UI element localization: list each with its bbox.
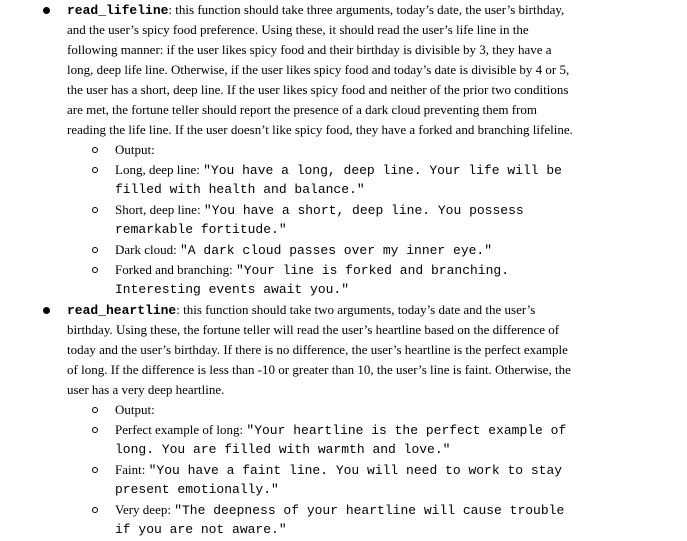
output-item-dark-cloud — [115, 240, 492, 260]
circle-bullet-icon — [92, 507, 98, 513]
bullet-icon — [43, 307, 50, 314]
output-string-continued: Interesting events await you." — [115, 282, 350, 297]
output-string: "Your line is forked and branching. — [235, 263, 509, 278]
output-label-text: Very deep: — [115, 502, 171, 517]
output-string-continued: present emotionally." — [115, 482, 279, 497]
circle-bullet-icon — [92, 167, 98, 173]
description-line: this function should take three arguments, today’s date, the user’s birthday, — [175, 2, 565, 17]
item-first-line: read_lifeline: this function should take three arguments, today’s date, the user’s birthday, — [67, 2, 565, 18]
output-string-continued: long. You are filled with warmth and love." — [115, 442, 451, 457]
output-string-continued: if you are not aware." — [115, 522, 287, 537]
description-line: user has a very deep heartline. — [67, 382, 225, 397]
output-label-text: Dark cloud: — [115, 242, 177, 257]
output-item-short-deep — [115, 200, 524, 220]
circle-bullet-icon — [92, 467, 98, 473]
output-string-continued: remarkable fortitude." — [115, 222, 287, 237]
output-label-text: Long, deep line: — [115, 162, 200, 177]
item-first-line: read_heartline: this function should take two arguments, today’s date and the user’s — [67, 302, 536, 318]
description-line: reading the life line. If the user doesn’t like spicy food, they have a forked and branching lifeline. — [67, 122, 573, 137]
circle-bullet-icon — [92, 267, 98, 273]
circle-bullet-icon — [92, 247, 98, 253]
circle-bullet-icon — [92, 207, 98, 213]
description-line: following manner: if the user likes spicy food and their birthday is divisible by 3, they have a — [67, 42, 552, 57]
description-line: the user has a short, deep line. If the user likes spicy food and neither of the prior two conditions — [67, 82, 569, 97]
output-string-continued: filled with health and balance." — [115, 182, 365, 197]
output-string: "The deepness of your heartline will cause trouble — [174, 503, 565, 518]
description-line: birthday. Using these, the fortune teller will read the user’s heartline based on the difference of — [67, 322, 560, 337]
description-line: today and the user’s birthday. If there is no difference, the user’s heartline is the perfect example — [67, 342, 568, 357]
output-item-perfect-long — [115, 420, 566, 440]
output-string: "You have a faint line. You will need to work to stay — [148, 463, 563, 478]
output-item-long-deep — [115, 160, 562, 180]
function-name: read_heartline — [67, 303, 177, 318]
circle-bullet-icon — [92, 427, 98, 433]
output-item-very-deep — [115, 500, 564, 520]
description-line: long, deep life line. Otherwise, if the user likes spicy food and today’s date is divisible by 4 or 5, — [67, 62, 570, 77]
description-line: and the user’s spicy food preference. Using these, it should read the user’s life line in the — [67, 22, 529, 37]
description-line: of long. If the difference is less than -10 or greater than 10, the user’s line is faint. Otherwise, the — [67, 362, 571, 377]
output-item-faint — [115, 460, 562, 480]
bullet-icon — [43, 7, 50, 14]
output-string: "You have a long, deep line. Your life will be — [203, 163, 562, 178]
circle-bullet-icon — [92, 407, 98, 413]
output-label-text: Forked and branching: — [115, 262, 233, 277]
output-label-text: Short, deep line: — [115, 202, 201, 217]
output-label-text: Perfect example of long: — [115, 422, 244, 437]
output-label-text: Faint: — [115, 462, 146, 477]
output-string: "You have a short, deep line. You possess — [203, 203, 524, 218]
output-item-forked — [115, 260, 509, 280]
output-string: "Your heartline is the perfect example of — [246, 423, 567, 438]
circle-bullet-icon — [92, 147, 98, 153]
description-line: are met, the fortune teller should report the presence of a dark cloud preventing them from — [67, 102, 537, 117]
function-name: read_lifeline — [67, 3, 169, 18]
output-string: "A dark cloud passes over my inner eye." — [179, 243, 493, 258]
description-line: this function should take two arguments, today’s date and the user’s — [183, 302, 536, 317]
output-label: Output: — [115, 142, 155, 157]
output-label: Output: — [115, 402, 155, 417]
